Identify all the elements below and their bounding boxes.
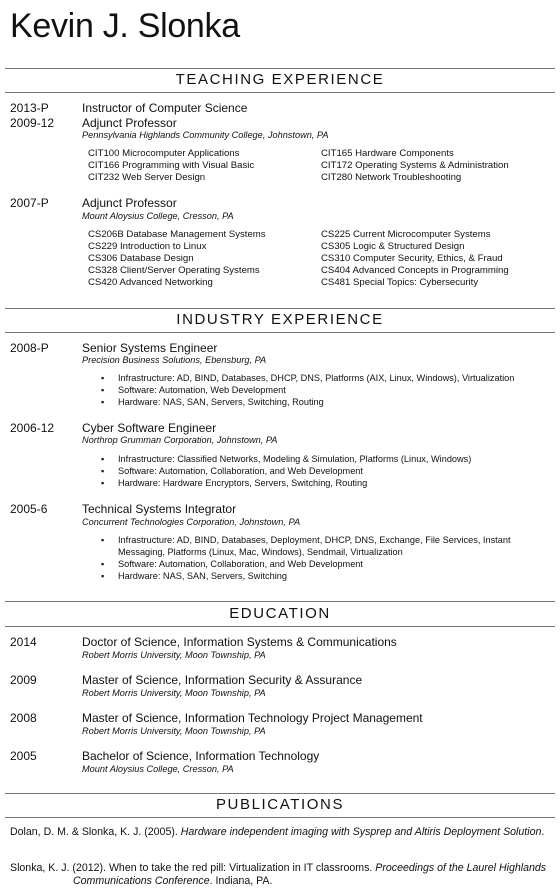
course-item: CS305 Logic & Structured Design [321,241,465,252]
entry-year: 2013-P [10,101,49,115]
education-school: Robert Morris University, Moon Township, PA [82,688,266,698]
publication-punct: . [541,826,545,838]
course-item: CS328 Client/Server Operating Systems [88,265,260,276]
education-degree: Bachelor of Science, Information Technology [82,749,320,763]
list-item: ▪ Software: Automation, Web Development [100,384,540,396]
course-item: CS310 Computer Security, Ethics, & Fraud [321,253,503,264]
publication-authors: Slonka, K. J. (2012). [10,862,106,874]
list-item: ▪ Infrastructure: Classified Networks, Modeling & Simulation, Platforms (Linux, Windows) [100,453,540,465]
course-item: CIT280 Network Troubleshooting [321,172,462,183]
list-item: ▪ Software: Automation, Collaboration, and Web Development [100,465,540,477]
education-year: 2009 [10,673,37,687]
course-item: CS229 Introduction to Linux [88,241,207,252]
education-degree: Master of Science, Information Security & Assurance [82,673,363,687]
entry-title: Senior Systems Engineer [82,341,218,355]
entry-year: 2005-6 [10,502,48,516]
entry-year: 2009-12 [10,116,55,130]
entry-title: Instructor of Computer Science [82,101,248,115]
section-divider [5,601,555,602]
course-item: CIT100 Microcomputer Applications [88,148,240,159]
section-divider [5,817,555,818]
list-item: ▪ Hardware: NAS, SAN, Servers, Switching [100,570,540,582]
skills-list [100,372,540,408]
education-school: Robert Morris University, Moon Township, PA [82,726,266,736]
entry-title: Cyber Software Engineer [82,421,217,435]
skills-list [100,453,540,489]
section-heading-teaching: TEACHING EXPERIENCE [175,71,385,88]
section-divider [5,308,555,309]
publication-item [10,826,550,839]
education-year: 2008 [10,711,37,725]
education-year: 2014 [10,635,37,649]
list-item: ▪ Infrastructure: AD, BIND, Databases, DHCP, DNS, Platforms (AIX, Linux, Windows), Virtualization [100,372,540,384]
course-item: CS206B Database Management Systems [88,229,266,240]
section-divider [5,793,555,794]
list-item: ▪ Infrastructure: AD, BIND, Databases, Deployment, DHCP, DNS, Exchange, File Services, Instant Messaging, Platforms (Linux, Mac, Windows), Sendmail, Virtualization [100,534,540,558]
education-degree: Doctor of Science, Information Systems & Communications [82,635,397,649]
course-item: CIT166 Programming with Visual Basic [88,160,255,171]
course-item: CIT172 Operating Systems & Administration [321,160,509,171]
entry-year: 2008-P [10,341,49,355]
section-heading-industry: INDUSTRY EXPERIENCE [176,311,384,328]
section-heading-education: EDUCATION [229,605,331,622]
resume-name: Kevin J. Slonka [10,7,240,45]
entry-organization: Concurrent Technologies Corporation, Johnstown, PA [82,517,301,527]
publication-title: Hardware independent imaging with Sysprep and Altiris Deployment Solution [180,826,542,838]
publication-location: . Indiana, PA. [209,875,273,887]
entry-organization: Mount Aloysius College, Cresson, PA [82,211,234,221]
section-heading-publications: PUBLICATIONS [215,796,345,813]
entry-title: Adjunct Professor [82,196,177,210]
entry-title: Adjunct Professor [82,116,177,130]
course-item: CS420 Advanced Networking [88,277,213,288]
section-divider [5,92,555,93]
section-divider [5,626,555,627]
entry-organization: Precision Business Solutions, Ebensburg, PA [82,355,267,365]
entry-organization: Northrop Grumman Corporation, Johnstown, PA [82,435,278,445]
entry-year: 2006-12 [10,421,55,435]
course-item: CS481 Special Topics: Cybersecurity [321,277,479,288]
publication-title: When to take the red pill: Virtualization in IT classrooms. [108,862,373,874]
skills-list [100,534,540,582]
list-item: ▪ Hardware: NAS, SAN, Servers, Switching, Routing [100,396,540,408]
section-divider [5,68,555,69]
entry-title: Technical Systems Integrator [82,502,237,516]
publication-item [10,862,550,888]
course-item: CIT165 Hardware Components [321,148,454,159]
education-degree: Master of Science, Information Technology Project Management [82,711,423,725]
course-item: CS225 Current Microcomputer Systems [321,229,491,240]
course-item: CS306 Database Design [88,253,194,264]
entry-year: 2007-P [10,196,49,210]
entry-organization: Pennsylvania Highlands Community College, Johnstown, PA [82,130,329,140]
education-year: 2005 [10,749,37,763]
education-school: Mount Aloysius College, Cresson, PA [82,764,234,774]
section-divider [5,332,555,333]
list-item: ▪ Hardware: Hardware Encryptors, Servers, Switching, Routing [100,477,540,489]
course-item: CS404 Advanced Concepts in Programming [321,265,509,276]
list-item: ▪ Software: Automation, Collaboration, and Web Development [100,558,540,570]
course-item: CIT232 Web Server Design [88,172,206,183]
publication-venue: Proceedings of the Laurel Highlands Communications Conference [73,862,547,887]
publication-authors: Dolan, D. M. & Slonka, K. J. (2005). [10,826,178,838]
education-school: Robert Morris University, Moon Township, PA [82,650,266,660]
